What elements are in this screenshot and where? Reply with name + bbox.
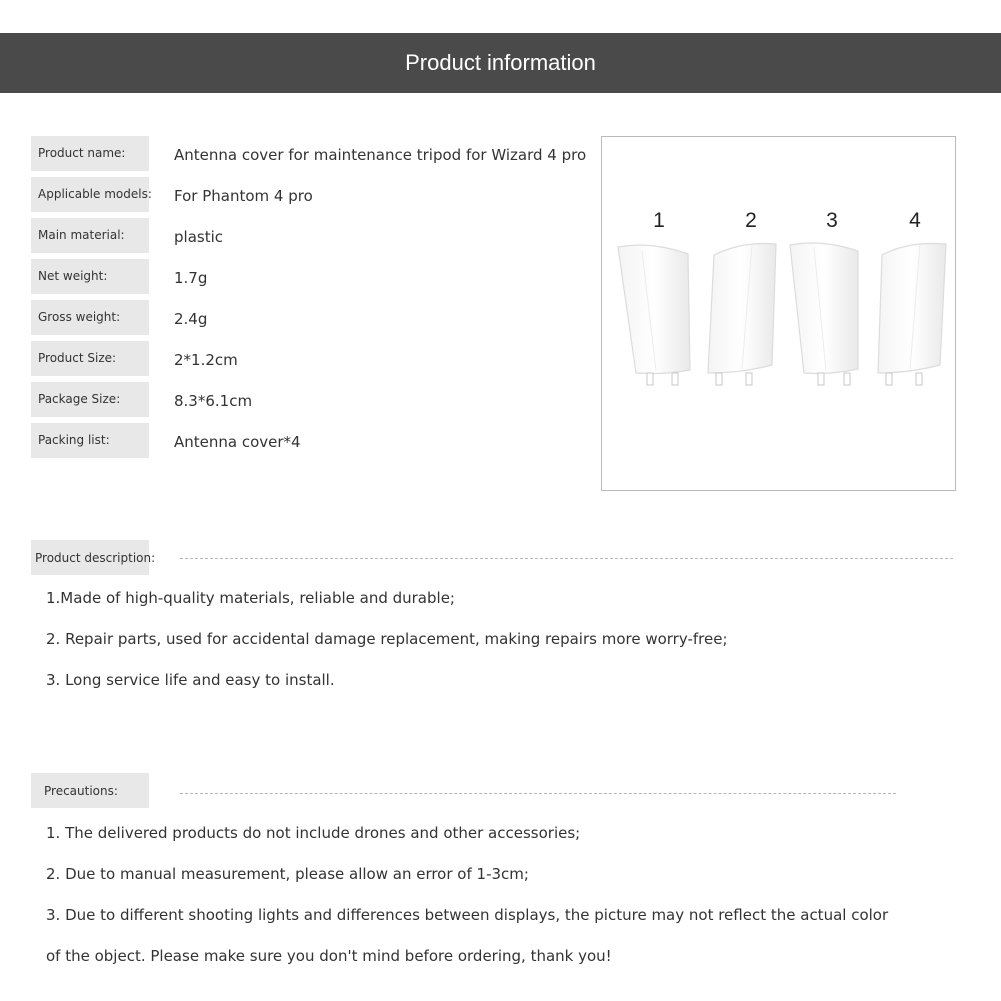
spec-value-package-size: 8.3*6.1cm (174, 392, 253, 410)
cover-number-2: 2 (745, 209, 757, 232)
precaution-item-1: 1. The delivered products do not include drones and other accessories; (46, 824, 581, 842)
description-item-1: 1.Made of high-quality materials, reliable and durable; (46, 589, 455, 607)
product-description-label: Product description: (31, 540, 149, 575)
spec-label-packing-list: Packing list: (31, 423, 149, 458)
spec-value-net-weight: 1.7g (174, 269, 208, 287)
antenna-covers-illustration (602, 137, 955, 490)
spec-label-package-size: Package Size: (31, 382, 149, 417)
antenna-cover-4 (878, 243, 946, 385)
antenna-cover-1 (618, 245, 690, 385)
header-bar (0, 33, 1001, 93)
precaution-item-2: 2. Due to manual measurement, please allow an error of 1-3cm; (46, 865, 529, 883)
spec-value-packing-list: Antenna cover*4 (174, 433, 301, 451)
spec-label-applicable-models: Applicable models: (31, 177, 149, 212)
cover-number-1: 1 (653, 209, 665, 232)
description-item-2: 2. Repair parts, used for accidental damage replacement, making repairs more worry-free; (46, 630, 728, 648)
precaution-item-3-continued: of the object. Please make sure you don't mind before ordering, thank you! (46, 947, 612, 965)
spec-label-main-material: Main material: (31, 218, 149, 253)
cover-number-4: 4 (909, 209, 921, 232)
spec-value-product-size: 2*1.2cm (174, 351, 238, 369)
precaution-item-3: 3. Due to different shooting lights and differences between displays, the picture may not reflect the actual color (46, 906, 889, 924)
spec-label-product-size: Product Size: (31, 341, 149, 376)
precautions-divider (180, 793, 896, 794)
spec-label-product-name: Product name: (31, 136, 149, 171)
spec-value-gross-weight: 2.4g (174, 310, 208, 328)
antenna-cover-3 (790, 243, 858, 385)
spec-value-product-name: Antenna cover for maintenance tripod for Wizard 4 pro (174, 146, 587, 164)
spec-value-applicable-models: For Phantom 4 pro (174, 187, 313, 205)
spec-label-gross-weight: Gross weight: (31, 300, 149, 335)
description-divider (180, 558, 953, 559)
precautions-label: Precautions: (31, 773, 149, 808)
product-image (601, 136, 956, 491)
page-title: Product information (405, 50, 596, 75)
cover-number-3: 3 (826, 209, 838, 232)
antenna-cover-2 (708, 243, 776, 385)
spec-label-net-weight: Net weight: (31, 259, 149, 294)
spec-value-main-material: plastic (174, 228, 223, 246)
description-item-3: 3. Long service life and easy to install. (46, 671, 335, 689)
